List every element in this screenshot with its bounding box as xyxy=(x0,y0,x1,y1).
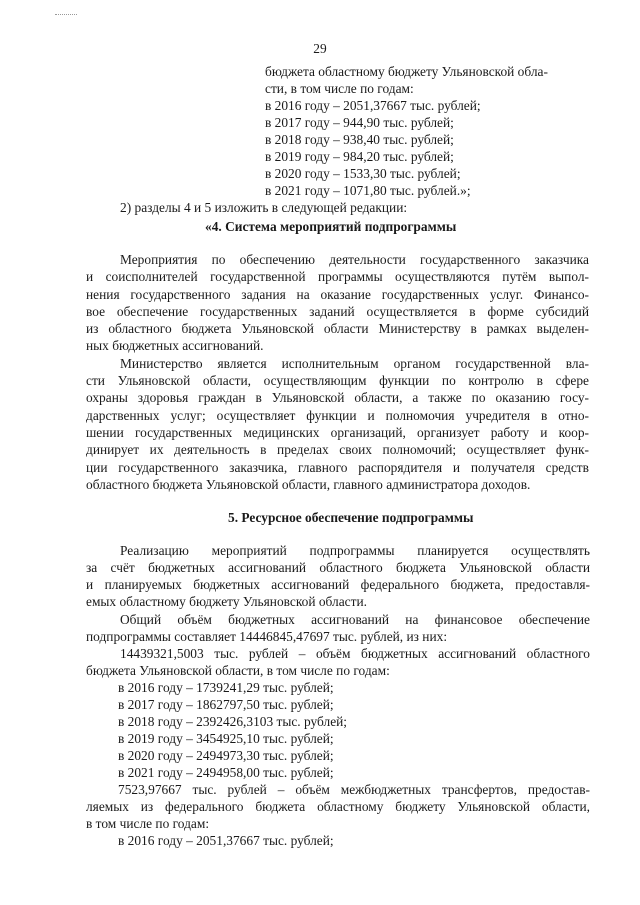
s4-p1-line: ных бюджетных ассигнований. xyxy=(86,338,264,353)
top-year-2017: в 2017 году – 944,90 тыс. рублей; xyxy=(265,115,454,130)
s4-p1-line: нения государственного задания на оказание государственных услуг. Финансо- xyxy=(86,287,589,302)
s4-p2-line: динирует их деятельность в пределах своих полномочий; осуществляет функ- xyxy=(86,442,589,457)
s5-p1-line: емых областному бюджету Ульяновской области. xyxy=(86,594,367,609)
s4-p2-line: областного бюджета Ульяновской области, главного администратора доходов. xyxy=(86,477,531,492)
regional-year-2020: в 2020 году – 2494973,30 тыс. рублей; xyxy=(118,748,334,763)
s5-p4-line: ляемых из федерального бюджета областному бюджету Ульяновской области, xyxy=(86,799,590,814)
section4-title: «4. Система мероприятий подпрограммы xyxy=(205,219,457,234)
s4-p1-line: из областного бюджета Ульяновской области Министерству в рамках выделен- xyxy=(86,321,589,336)
regional-year-2021: в 2021 году – 2494958,00 тыс. рублей; xyxy=(118,765,334,780)
top-line-1: бюджета областному бюджету Ульяновской обла- xyxy=(265,64,548,79)
s5-p2-line: подпрограммы составляет 14446845,47697 тыс. рублей, из них: xyxy=(86,629,448,644)
top-line-2: сти, в том числе по годам: xyxy=(265,81,414,96)
top-year-2021: в 2021 году – 1071,80 тыс. рублей.»; xyxy=(265,183,471,198)
top-year-2019: в 2019 году – 984,20 тыс. рублей; xyxy=(265,149,454,164)
s4-p2-line: охраны здоровья граждан в Ульяновской области, а также по оказанию госу- xyxy=(86,390,589,405)
s5-p1-line: Реализацию мероприятий подпрограммы планируется осуществлять xyxy=(120,543,590,558)
s4-p2-line: шении государственных медицинских организаций, организует работу и коор- xyxy=(86,425,589,440)
scan-mark xyxy=(55,14,77,15)
regional-year-2018: в 2018 году – 2392426,3103 тыс. рублей; xyxy=(118,714,348,729)
s5-p3-line: 14439321,5003 тыс. рублей – объём бюджетных ассигнований областного xyxy=(120,646,590,661)
s5-p3-line: бюджета Ульяновской области, в том числе по годам: xyxy=(86,663,390,678)
s4-p2-line: Министерство является исполнительным органом государственной вла- xyxy=(120,356,589,371)
s4-p1-line: Мероприятия по обеспечению деятельности государственного заказчика xyxy=(120,252,589,267)
s4-p2-line: сти Ульяновской области, осуществляющим функции по контролю в сфере xyxy=(86,373,589,388)
section5-title: 5. Ресурсное обеспечение подпрограммы xyxy=(228,510,474,525)
top-year-2016: в 2016 году – 2051,37667 тыс. рублей; xyxy=(265,98,481,113)
top-year-2018: в 2018 году – 938,40 тыс. рублей; xyxy=(265,132,454,147)
regional-year-2017: в 2017 году – 1862797,50 тыс. рублей; xyxy=(118,697,334,712)
s5-p1-line: и планируемых бюджетных ассигнований федерального бюджета, предоставля- xyxy=(86,577,590,592)
s5-p4-line: в том числе по годам: xyxy=(86,816,210,831)
regional-year-2019: в 2019 году – 3454925,10 тыс. рублей; xyxy=(118,731,334,746)
s5-p2-line: Общий объём бюджетных ассигнований на финансовое обеспечение xyxy=(120,612,590,627)
s4-p2-line: дарственных услуг; осуществляет функции и полномочия учредителя в отно- xyxy=(86,408,589,423)
s4-p1-line: и соисполнителей государственной программы осуществляются путём выпол- xyxy=(86,269,589,284)
page-number: 29 xyxy=(313,41,327,56)
top-year-2020: в 2020 году – 1533,30 тыс. рублей; xyxy=(265,166,461,181)
s4-p1-line: вое обеспечение государственных заданий осуществляется в форме субсидий xyxy=(86,304,589,319)
regional-year-2016: в 2016 году – 1739241,29 тыс. рублей; xyxy=(118,680,334,695)
s5-p1-line: за счёт бюджетных ассигнований областного бюджета Ульяновской области xyxy=(86,560,590,575)
federal-year-2016: в 2016 году – 2051,37667 тыс. рублей; xyxy=(118,833,334,848)
amendment-line: 2) разделы 4 и 5 изложить в следующей редакции: xyxy=(120,200,408,215)
s4-p2-line: ции государственного заказчика, главного распорядителя и получателя средств xyxy=(86,460,589,475)
s5-p4-line: 7523,97667 тыс. рублей – объём межбюджетных трансфертов, предостав- xyxy=(118,782,590,797)
